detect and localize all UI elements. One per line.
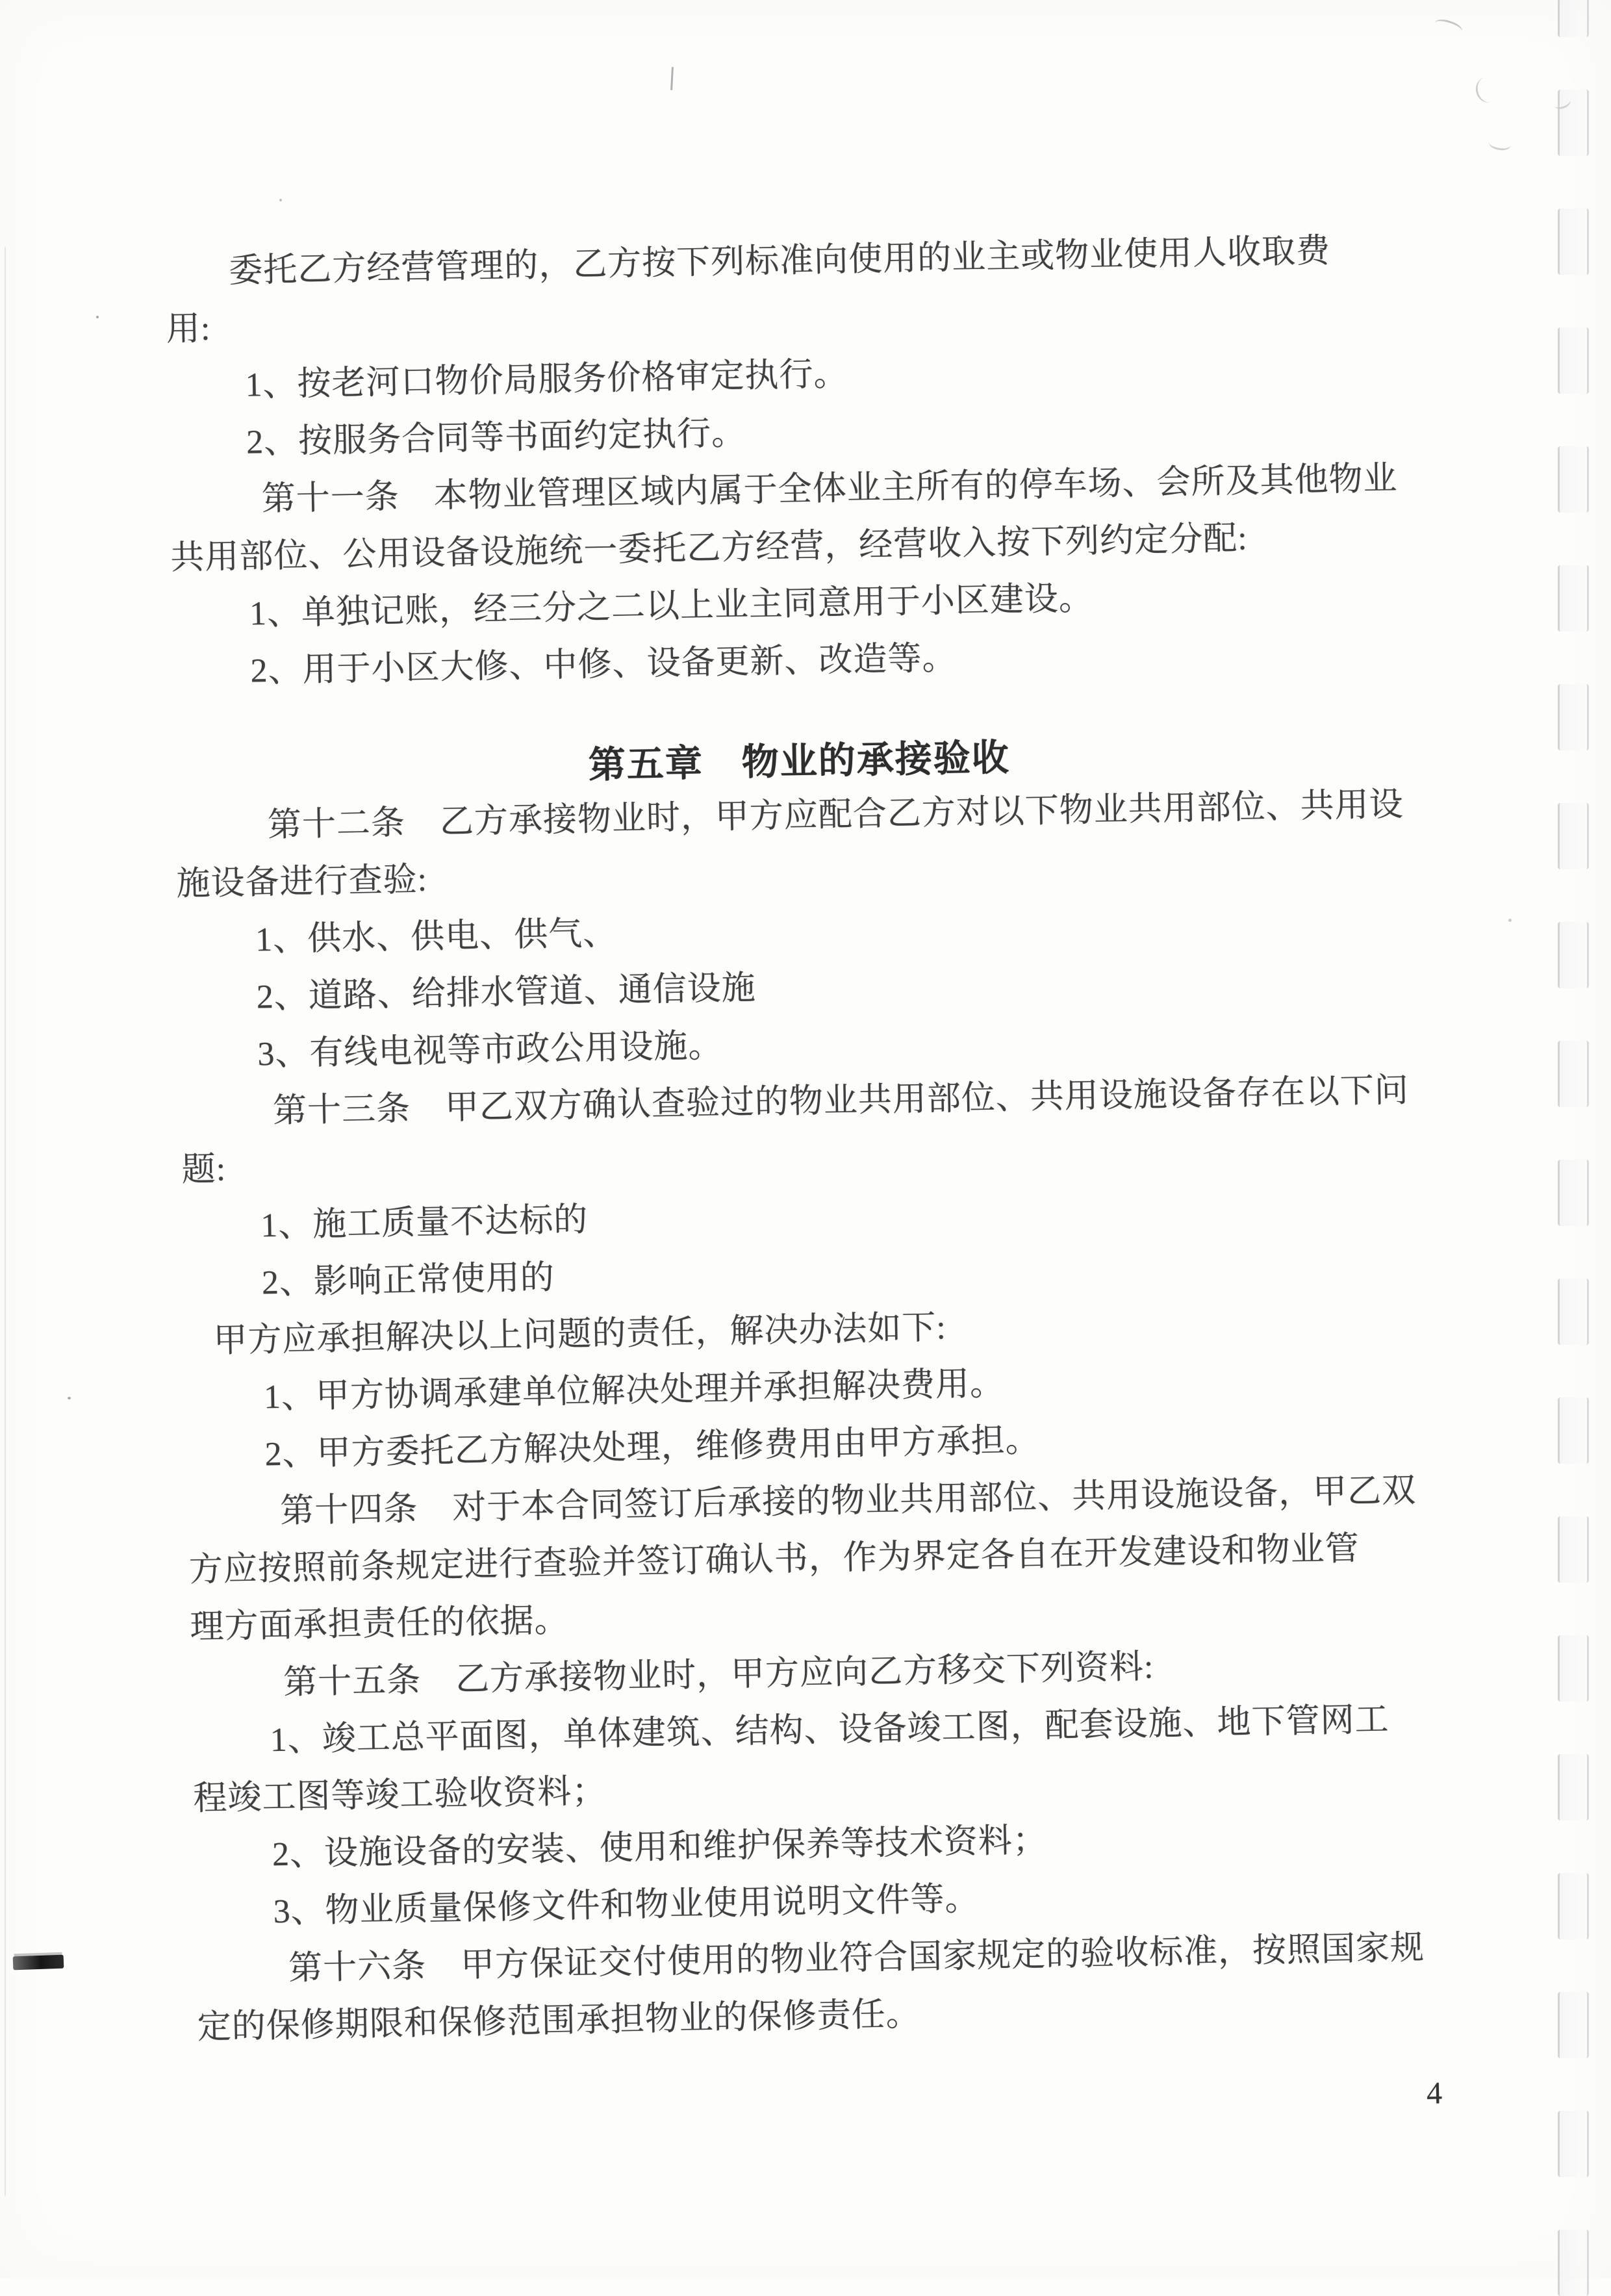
text-line: 定的保修期限和保修范围承担物业的保修责任。: [197, 1996, 921, 2047]
binding-hole-mark: [1558, 922, 1589, 988]
dust-speck: [1508, 919, 1512, 922]
text-line: 1、甲方协调承建单位解决处理并承担解决费用。: [263, 1365, 1005, 1416]
dust-speck: [279, 199, 282, 201]
text-line: 2、甲方委托乙方解决处理，维修费用由甲方承担。: [264, 1422, 1041, 1473]
binding-hole-mark: [1558, 1279, 1589, 1345]
text-line: 1、单独记账，经三分之二以上业主同意用于小区建设。: [249, 580, 1094, 633]
binding-hole-mark: [1558, 1754, 1589, 1820]
binding-hole-mark: [1558, 684, 1589, 750]
text-line: 题:: [181, 1151, 227, 1189]
text-line: 1、竣工总平面图，单体建筑、结构、设备竣工图，配套设施、地下管网工: [270, 1701, 1390, 1759]
dust-speck: [68, 1397, 71, 1399]
binding-hole-mark: [1558, 0, 1589, 37]
text-line: 1、按老河口物价局服务价格审定执行。: [245, 355, 848, 404]
text-line: 2、用于小区大修、中修、设备更新、改造等。: [250, 639, 957, 690]
binding-hole-mark: [1558, 1873, 1589, 1939]
text-line: 第十四条 对于本合同签订后承接的物业共用部位、共用设施设备，甲乙双: [279, 1472, 1417, 1530]
text-line: 1、供水、供电、供气、: [255, 915, 618, 959]
binding-hole-mark: [1558, 2111, 1589, 2177]
text-line: 委托乙方经营管理的，乙方按下列标准向使用的业主或物业使用人收取费: [228, 232, 1331, 290]
text-line: 2、按服务合同等书面约定执行。: [246, 415, 746, 461]
chapter-heading: 第五章 物业的承接验收: [588, 737, 1011, 787]
text-line: 2、影响正常使用的: [261, 1259, 555, 1302]
binding-hole-mark: [1558, 1041, 1589, 1107]
text-line: 2、道路、给排水管道、通信设施: [256, 969, 757, 1016]
scan-edge-shadow: [5, 247, 6, 2196]
dust-speck: [96, 316, 99, 318]
text-line: 第十二条 乙方承接物业时，甲方应配合乙方对以下物业共用部位、共用设: [267, 786, 1404, 845]
binding-hole-mark: [1558, 1516, 1589, 1583]
text-line: 3、有线电视等市政公用设施。: [257, 1027, 723, 1073]
binding-hole-mark: [1558, 446, 1589, 513]
text-line: 第十五条 乙方承接物业时，甲方应向乙方移交下列资料:: [283, 1648, 1154, 1702]
text-line: 1、施工质量不达标的: [260, 1201, 589, 1245]
text-line: 第十三条 甲乙双方确认查验过的物业共用部位、共用设施设备存在以下问: [272, 1071, 1410, 1130]
text-line: 用:: [166, 310, 211, 348]
binding-hole-mark: [1558, 565, 1589, 631]
text-line: 程竣工图等竣工验收资料；: [192, 1772, 607, 1818]
page-number: 4: [1426, 2076, 1443, 2111]
text-line: 3、物业质量保修文件和物业使用说明文件等。: [273, 1880, 980, 1931]
binding-hole-mark: [1558, 1635, 1589, 1702]
binding-hole-mark: [1558, 1397, 1589, 1464]
ink-smudge-mark: [13, 1955, 64, 1971]
text-line: 2、设施设备的安装、使用和维护保养等技术资料；: [272, 1822, 1048, 1874]
text-line: 施设备进行查验:: [176, 861, 428, 903]
text-line: 甲方应承担解决以上问题的责任，解决办法如下:: [212, 1309, 947, 1360]
binding-hole-mark: [1558, 1992, 1589, 2058]
text-line: 共用部位、公用设备设施统一委托乙方经营，经营收入按下列约定分配:: [170, 520, 1249, 577]
text-line: 理方面承担责任的依据。: [190, 1601, 570, 1646]
binding-hole-mark: [1558, 1160, 1589, 1226]
binding-hole-mark: [1558, 803, 1589, 869]
binding-hole-mark: [1558, 327, 1589, 394]
binding-hole-mark: [1558, 209, 1589, 275]
text-line: 第十六条 甲方保证交付使用的物业符合国家规定的验收标准，按照国家规: [288, 1929, 1425, 1987]
binding-hole-mark: [1558, 2230, 1589, 2296]
text-line: 方应按照前条规定进行查验并签订确认书，作为界定各自在开发建设和物业管: [188, 1530, 1360, 1589]
text-line: 第十一条 本物业管理区域内属于全体业主所有的停车场、会所及其他物业: [261, 460, 1399, 518]
